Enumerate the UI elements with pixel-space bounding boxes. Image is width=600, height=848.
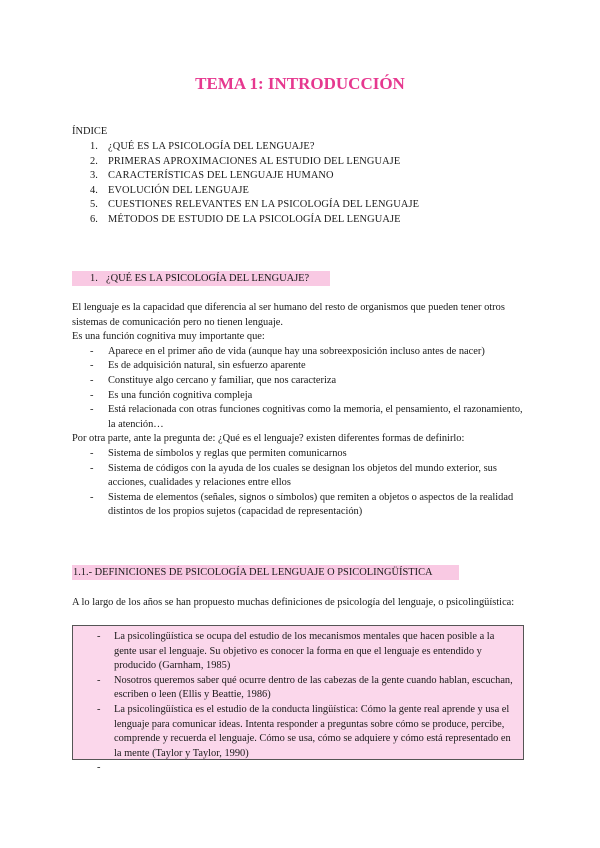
list-item: - Está relacionada con otras funciones cognitivas como la memoria, el pensamiento, el razonamiento, la atención… <box>72 403 532 432</box>
toc-item <box>72 140 532 155</box>
toc-text: PRIMERAS APROXIMACIONES AL ESTUDIO DEL LENGUAJE <box>108 155 401 167</box>
list-item: - Sistema de elementos (señales, signos o símbolos) que remiten a objetos o aspectos de la realidad distintos de los propios sujetos (capacidad de representación) <box>72 491 532 520</box>
toc-number: 6. <box>90 213 98 225</box>
section-1-number: 1. <box>90 273 98 284</box>
function-list <box>72 345 532 433</box>
toc-number: 1. <box>90 141 98 152</box>
list-item: - Sistema de símbolos y reglas que permiten comunicarnos <box>72 447 532 462</box>
toc-text: CARACTERÍSTICAS DEL LENGUAJE HUMANO <box>108 170 334 182</box>
toc-item <box>72 155 532 170</box>
section-1-1-intro: A lo largo de los años se han propuesto muchas definiciones de psicología del lenguaje, o psicolingüística: <box>72 597 515 608</box>
definition-list <box>72 447 532 520</box>
list-item <box>77 761 517 776</box>
definitions-list <box>77 630 517 776</box>
table-of-contents <box>72 140 532 228</box>
function-lead: Es una función cognitiva muy importante que: <box>72 331 265 343</box>
toc-item <box>72 213 532 228</box>
list-item: - Es de adquisición natural, sin esfuerzo aparente <box>72 359 532 374</box>
toc-number: 2. <box>90 155 98 167</box>
section-1-heading <box>72 271 330 286</box>
toc-item <box>72 184 532 199</box>
toc-item <box>72 169 532 184</box>
list-item: - La psicolingüística se ocupa del estudio de los mecanismos mentales que hacen posible a la gente usar el lenguaje. Su objetivo es conocer la forma en que el lenguaje es entendido y producido (Garnham, 1985) <box>77 630 517 674</box>
section-1-title: ¿QUÉ ES LA PSICOLOGÍA DEL LENGUAJE? <box>106 273 310 284</box>
section-1-intro: El lenguaje es la capacidad que diferencia al ser humano del resto de organismos que pueden tener otros sistemas de comunicación pero no tienen lenguaje. <box>72 302 505 328</box>
page-title: TEMA 1: INTRODUCCIÓN <box>195 74 405 93</box>
toc-number: 4. <box>90 184 98 196</box>
toc-text: ¿QUÉ ES LA PSICOLOGÍA DEL LENGUAJE? <box>108 141 315 152</box>
section-1-body <box>72 301 532 520</box>
definitions-box <box>72 625 524 760</box>
index-label: ÍNDICE <box>72 126 108 137</box>
list-item: - Nosotros queremos saber qué ocurre dentro de las cabezas de la gente cuando hablan, escuchan, escriben o leen (Ellis y Beattie, 1986) <box>77 674 517 703</box>
toc-number: 5. <box>90 199 98 211</box>
list-item: - Constituye algo cercano y familiar, que nos caracteriza <box>72 374 532 389</box>
toc-item <box>72 198 532 213</box>
toc-text: EVOLUCIÓN DEL LENGUAJE <box>108 184 249 196</box>
list-item: - Es una función cognitiva compleja <box>72 389 532 404</box>
toc-number: 3. <box>90 170 98 182</box>
section-1-1-heading: 1.1.- DEFINICIONES DE PSICOLOGÍA DEL LENGUAJE O PSICOLINGÜÍSTICA <box>72 565 459 580</box>
definition-lead: Por otra parte, ante la pregunta de: ¿Qué es el lenguaje? existen diferentes formas de definirlo: <box>72 433 465 445</box>
toc-text: CUESTIONES RELEVANTES EN LA PSICOLOGÍA DEL LENGUAJE <box>108 199 420 211</box>
list-item: - Sistema de códigos con la ayuda de los cuales se designan los objetos del mundo exterior, sus acciones, cualidades y relaciones entre ellos <box>72 462 532 491</box>
toc-text: MÉTODOS DE ESTUDIO DE LA PSICOLOGÍA DEL LENGUAJE <box>108 213 401 225</box>
list-item: - Aparece en el primer año de vida (aunque hay una sobreexposición incluso antes de nacer) <box>72 345 532 360</box>
list-item: - La psicolingüística es el estudio de la conducta lingüística: Cómo la gente real aprende y usa el lenguaje para comunicar ideas. Intenta responder a preguntas sobre cómo se produce, percibe, comprende y recuerda el lenguaje. Cómo se usa, cómo se adquiere y cómo está representado en la mente (Taylor y Taylor, 1990) <box>77 703 517 761</box>
